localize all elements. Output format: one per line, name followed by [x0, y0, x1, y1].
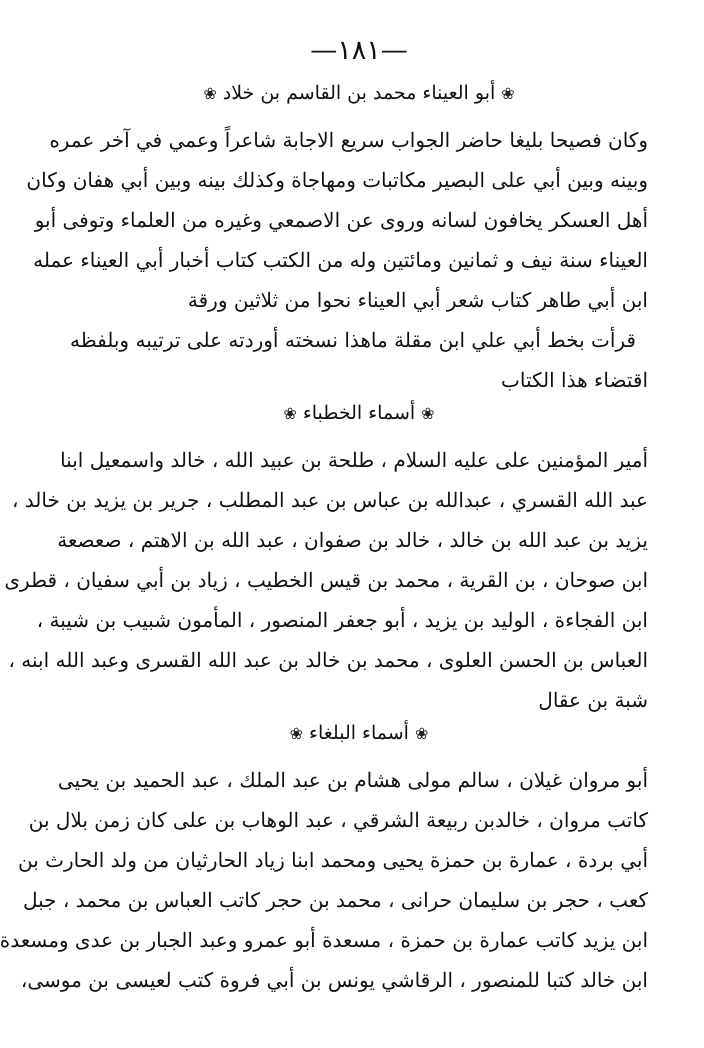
document-page — [0, 34, 648, 1034]
text-line: ابن أبي طاهر كتاب شعر أبي العيناء نحوا من ثلاثين ورقة — [187, 288, 648, 312]
section-heading-orators — [70, 400, 648, 440]
paragraph-orators-list — [4, 440, 648, 720]
text-line: أهل العسكر يخافون لسانه وروى عن الاصمعي وغيره من العلماء وتوفى أبو — [34, 208, 648, 232]
text-line: وكان فصيحا بليغا حاضر الجواب سريع الاجابة شاعراً وعمي في آخر عمره — [49, 128, 648, 152]
text-line: يزيد بن عبد الله بن خالد ، خالد بن صفوان ، عبد الله بن الاهتم ، صعصعة — [57, 528, 648, 552]
text-line: العباس بن الحسن العلوى ، محمد بن خالد بن عبد الله القسرى وعبد الله ابنه ، — [8, 648, 648, 672]
text-line: قرأت بخط أبي علي ابن مقلة ماهذا نسخته أوردته على ترتيبه وبلفظه — [70, 328, 636, 352]
text-line: ابن خالد كتبا للمنصور ، الرقاشي يونس بن أبي فروة كتب لعيسى بن موسى، — [20, 968, 648, 992]
text-line: أمير المؤمنين على عليه السلام ، طلحة بن عبيد الله ، خالد واسمعيل ابنا — [60, 448, 648, 472]
ornament-icon: ❀ — [414, 724, 429, 743]
page-number: —١٨١— — [310, 35, 408, 66]
heading-text: أسماء البلغاء — [309, 722, 409, 744]
text-line: كاتب مروان ، خالدبن ربيعة الشرقي ، عبد الوهاب بن على كان زمن بلال بن — [28, 808, 648, 832]
ornament-icon: ❀ — [283, 404, 297, 423]
ornament-icon: ❀ — [501, 84, 515, 103]
text-line: العيناء سنة نيف و ثمانين ومائتين وله من الكتب كتاب أخبار أبي العيناء عمله — [33, 248, 648, 272]
text-line: ابن صوحان ، بن القرية ، محمد بن قيس الخطيب ، زياد بن أبي سفيان ، قطرى — [4, 568, 648, 592]
text-line: كعب ، حجر بن سليمان حرانى ، محمد بن حجر كاتب العباس بن محمد ، جبل — [22, 888, 648, 912]
text-line: شبة بن عقال — [538, 688, 648, 712]
section-heading-eloquent — [70, 720, 648, 760]
heading-text: أسماء الخطباء — [302, 402, 416, 424]
heading-text: أبو العيناء محمد بن القاسم بن خلاد — [222, 82, 496, 104]
text-line: ابن يزيد كاتب عمارة بن حمزة ، مسعدة أبو عمرو وعبد الجبار بن عدى ومسعدة — [0, 928, 648, 952]
text-line: أبي بردة ، عمارة بن حمزة يحيى ومحمد ابنا زياد الحارثيان من ولد الحارث بن — [17, 848, 648, 872]
text-line: اقتضاء هذا الكتاب — [501, 368, 648, 392]
text-line: أبو مروان غيلان ، سالم مولى هشام بن عبد الملك ، عبد الحميد بن يحيى — [57, 768, 648, 792]
ornament-icon: ❀ — [203, 84, 217, 103]
ornament-icon: ❀ — [289, 724, 304, 743]
text-line: ابن الفجاءة ، الوليد بن يزيد ، أبو جعفر المنصور ، المأمون شبيب بن شيبة ، — [36, 608, 648, 632]
text-line: عبد الله القسري ، عبدالله بن عباس بن عبد المطلب ، جرير بن يزيد بن خالد ، — [11, 488, 648, 512]
paragraph-biography — [26, 120, 648, 400]
text-line: وبينه وبين أبي على البصير مكاتبات ومهاجاة وكذلك بينه وبين أبي هفان وكان — [26, 168, 648, 192]
section-heading-abu-al-aynaa — [70, 80, 648, 120]
ornament-icon: ❀ — [421, 404, 435, 423]
paragraph-eloquent-list — [0, 760, 648, 1000]
